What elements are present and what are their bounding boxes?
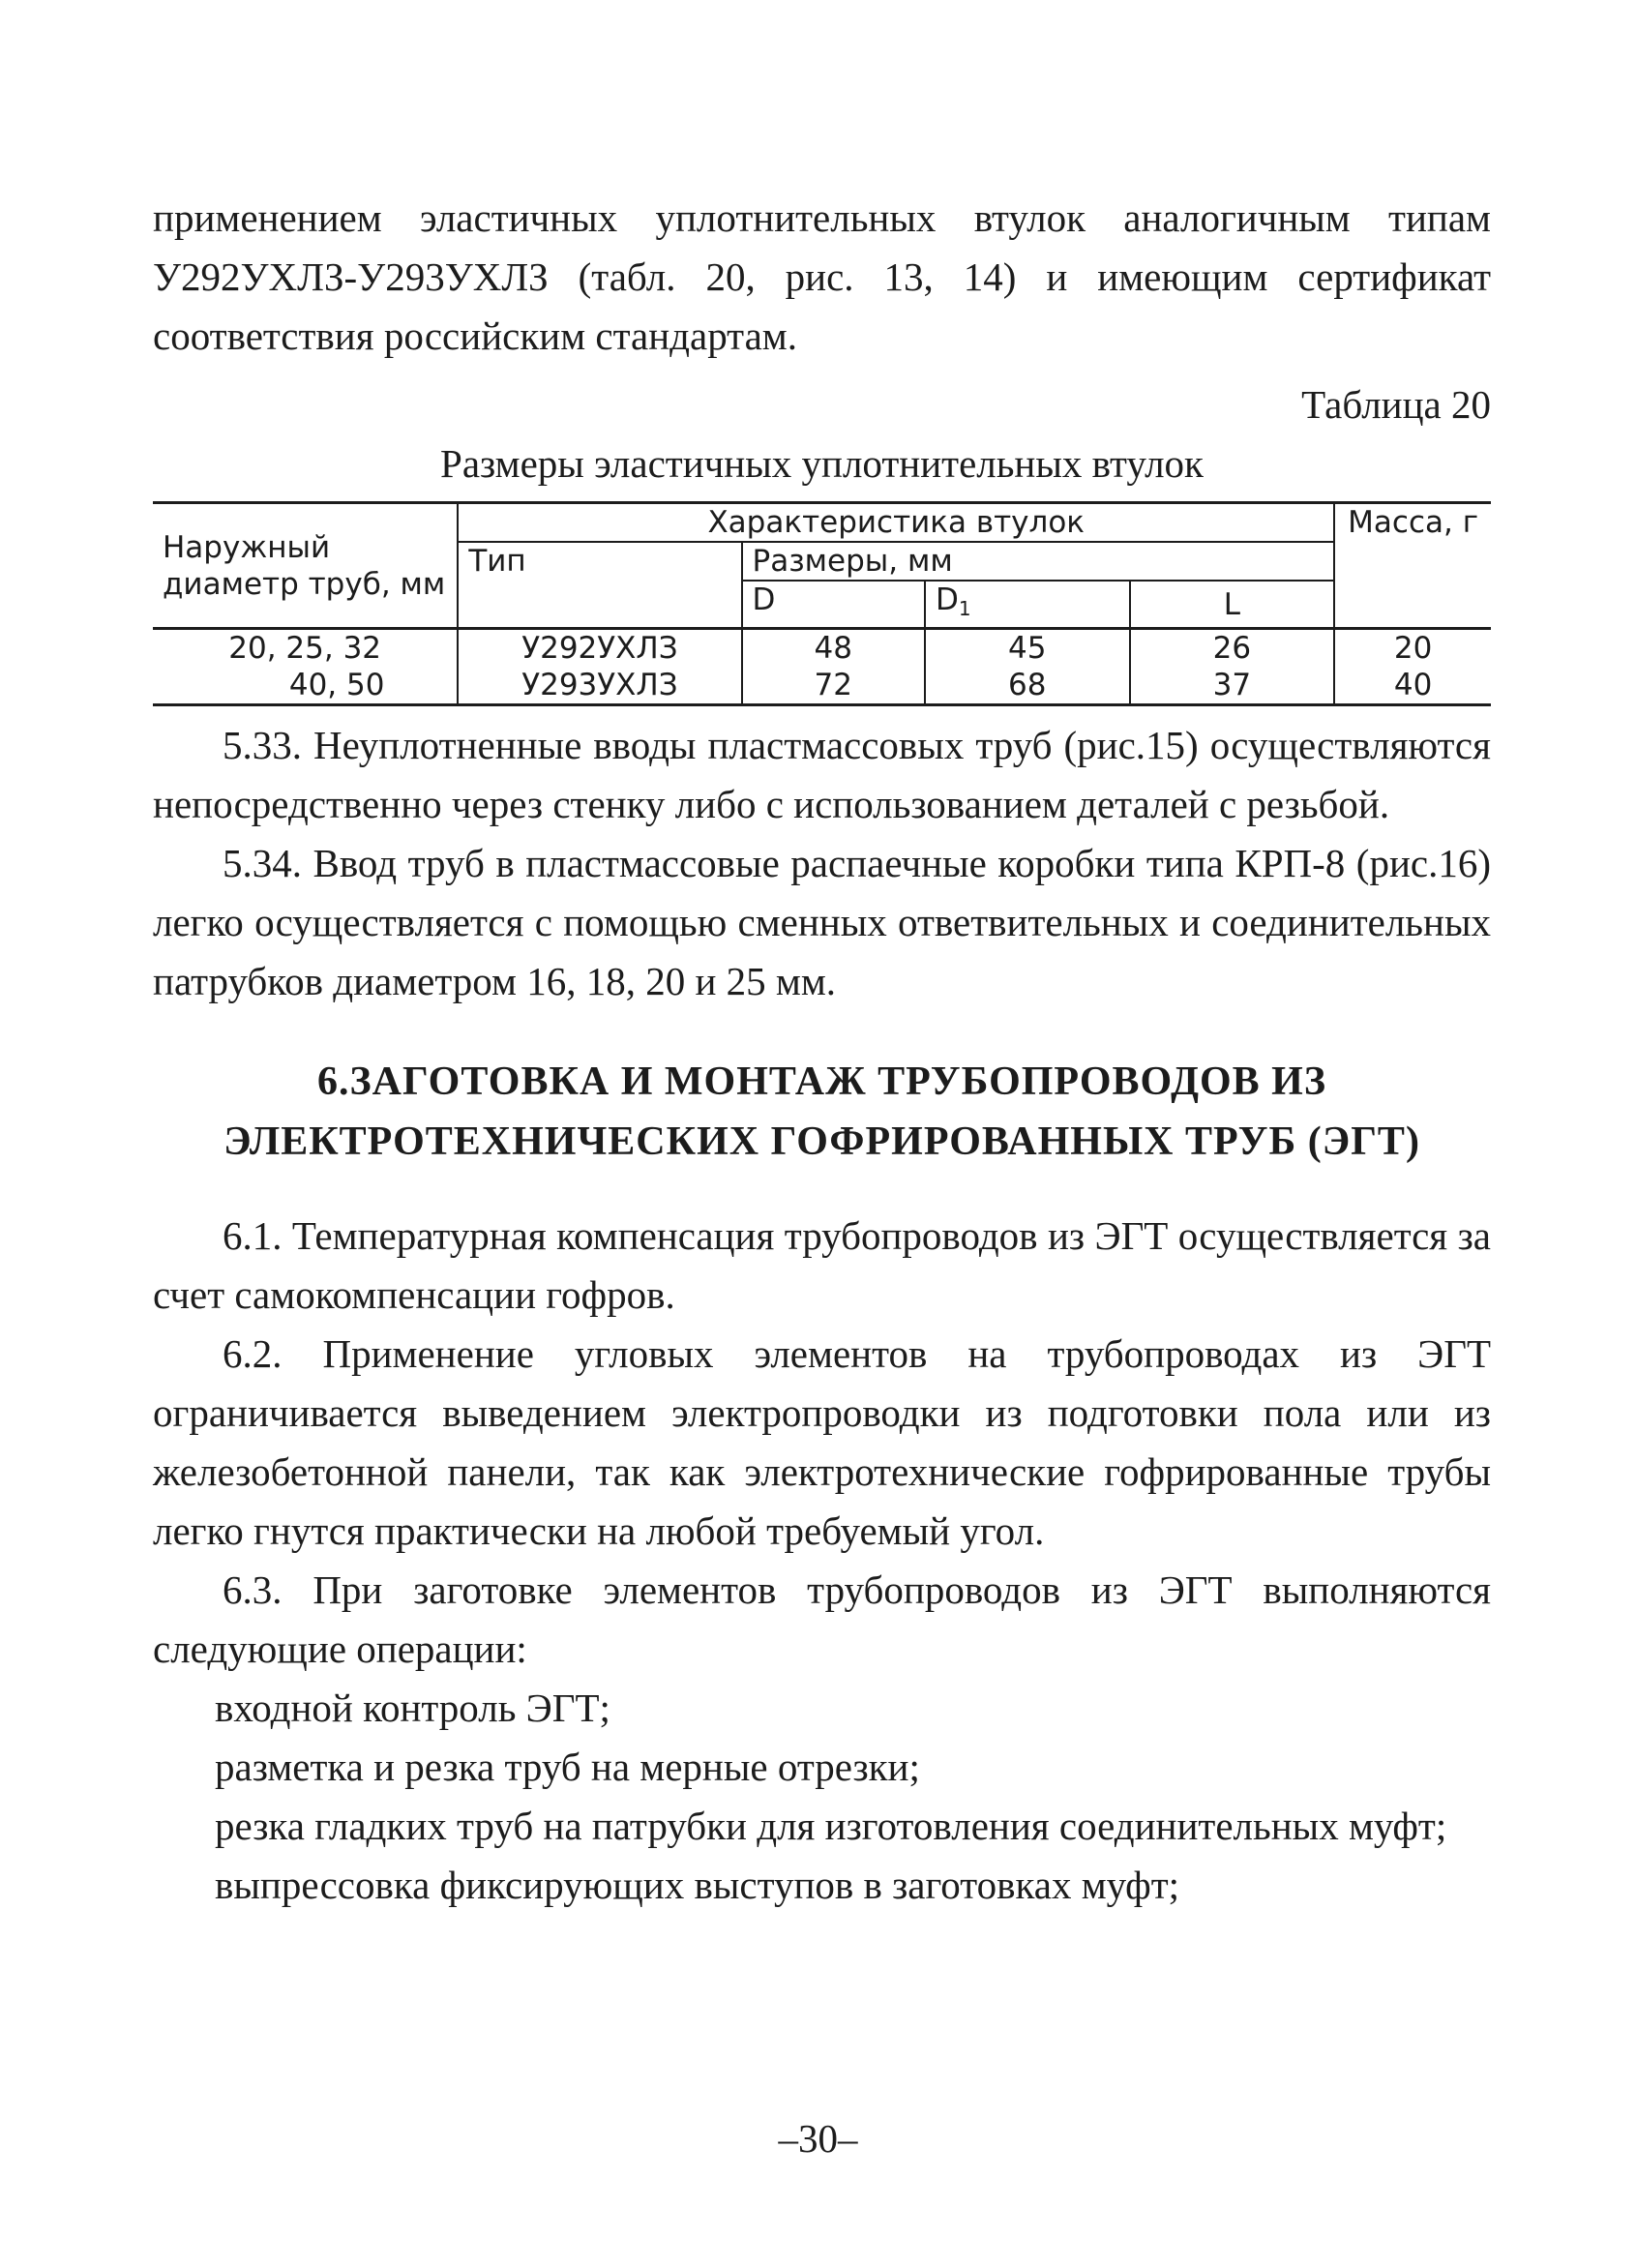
cell-d1-line2: 68 (1008, 668, 1047, 702)
cell-diameters (153, 629, 458, 705)
header-d1-subscript: 1 (958, 597, 971, 620)
cell-diameters-line1: 20, 25, 32 (228, 631, 382, 666)
table-number: Таблица 20 (1301, 382, 1491, 427)
cell-mass-line2: 40 (1393, 668, 1433, 702)
cell-types (458, 629, 741, 705)
cell-mass-line1: 20 (1393, 631, 1433, 666)
paragraph-5-34: 5.34. Ввод труб в пластмассовые распаечные коробки типа КРП-8 (рис.16) легко осуществляется с помощью сменных ответвительных и соединительных патрубков диаметром 16, 18, 20 и 25 мм. (153, 841, 1491, 1003)
page-number: –30– (778, 2116, 858, 2161)
header-outer-diameter-line2: диаметр труб, мм (163, 566, 446, 602)
cell-type-line1: У292УХЛЗ (521, 631, 678, 666)
intro-paragraph: применением эластичных уплотнительных втулок аналогичным типам У292УХЛЗ-У293УХЛЗ (табл. 20, рис. 13, 14) и имеющим сертификат соответствия российским стандартам. (153, 195, 1491, 358)
cell-d-line2: 72 (814, 668, 852, 702)
list-item: выпрессовка фиксирующих выступов в заготовках муфт; (215, 1863, 1180, 1907)
header-type: Тип (458, 542, 741, 629)
cell-d (742, 629, 925, 705)
section-heading-line2: ЭЛЕКТРОТЕХНИЧЕСКИХ ГОФРИРОВАННЫХ ТРУБ (ЭГТ) (223, 1119, 1420, 1164)
paragraph-6-1: 6.1. Температурная компенсация трубопроводов из ЭГТ осуществляется за счет самокомпенсации гофров. (153, 1213, 1491, 1317)
header-d1 (925, 581, 1130, 629)
cell-l (1130, 629, 1335, 705)
header-characteristic: Характеристика втулок (458, 503, 1334, 543)
header-d1-base: D (935, 582, 959, 617)
cell-d-line1: 48 (814, 631, 852, 666)
paragraph-6-3: 6.3. При заготовке элементов трубопроводов из ЭГТ выполняются следующие операции: (153, 1567, 1491, 1671)
header-sizes: Размеры, мм (742, 542, 1335, 581)
cell-l-line1: 26 (1212, 631, 1252, 666)
table-title: Размеры эластичных уплотнительных втулок (440, 441, 1204, 486)
section-heading (153, 1052, 1491, 1172)
cell-mass (1334, 629, 1491, 705)
header-outer-diameter-line1: Наружный (163, 529, 331, 565)
header-l: L (1130, 581, 1335, 629)
table-row (153, 629, 1491, 705)
list-item: входной контроль ЭГТ; (215, 1686, 610, 1730)
list-item: резка гладких труб на патрубки для изготовления соединительных муфт; (215, 1804, 1447, 1848)
cell-l-line2: 37 (1212, 668, 1252, 702)
header-d: D (742, 581, 925, 629)
paragraph-5-33: 5.33. Неуплотненные вводы пластмассовых труб (рис.15) осуществляются непосредственно через стенку либо с использованием деталей с резьбой. (153, 723, 1491, 826)
sleeve-dimensions-table (153, 501, 1491, 706)
cell-type-line2: У293УХЛЗ (521, 668, 678, 702)
header-outer-diameter (153, 503, 458, 629)
paragraph-6-2: 6.2. Применение угловых элементов на трубопроводах из ЭГТ ограничивается выведением электропроводки из подготовки пола или из железобетонной панели, так как электротехнические гофрированные трубы легко гнутся практически на любой требуемый угол. (153, 1331, 1491, 1553)
cell-d1-line1: 45 (1008, 631, 1047, 666)
cell-d1 (925, 629, 1130, 705)
list-item: разметка и резка труб на мерные отрезки; (215, 1745, 920, 1789)
cell-diameters-line2: 40, 50 (288, 668, 385, 702)
header-mass: Масса, г (1334, 503, 1491, 629)
section-heading-line1: 6.ЗАГОТОВКА И МОНТАЖ ТРУБОПРОВОДОВ ИЗ (316, 1059, 1327, 1104)
